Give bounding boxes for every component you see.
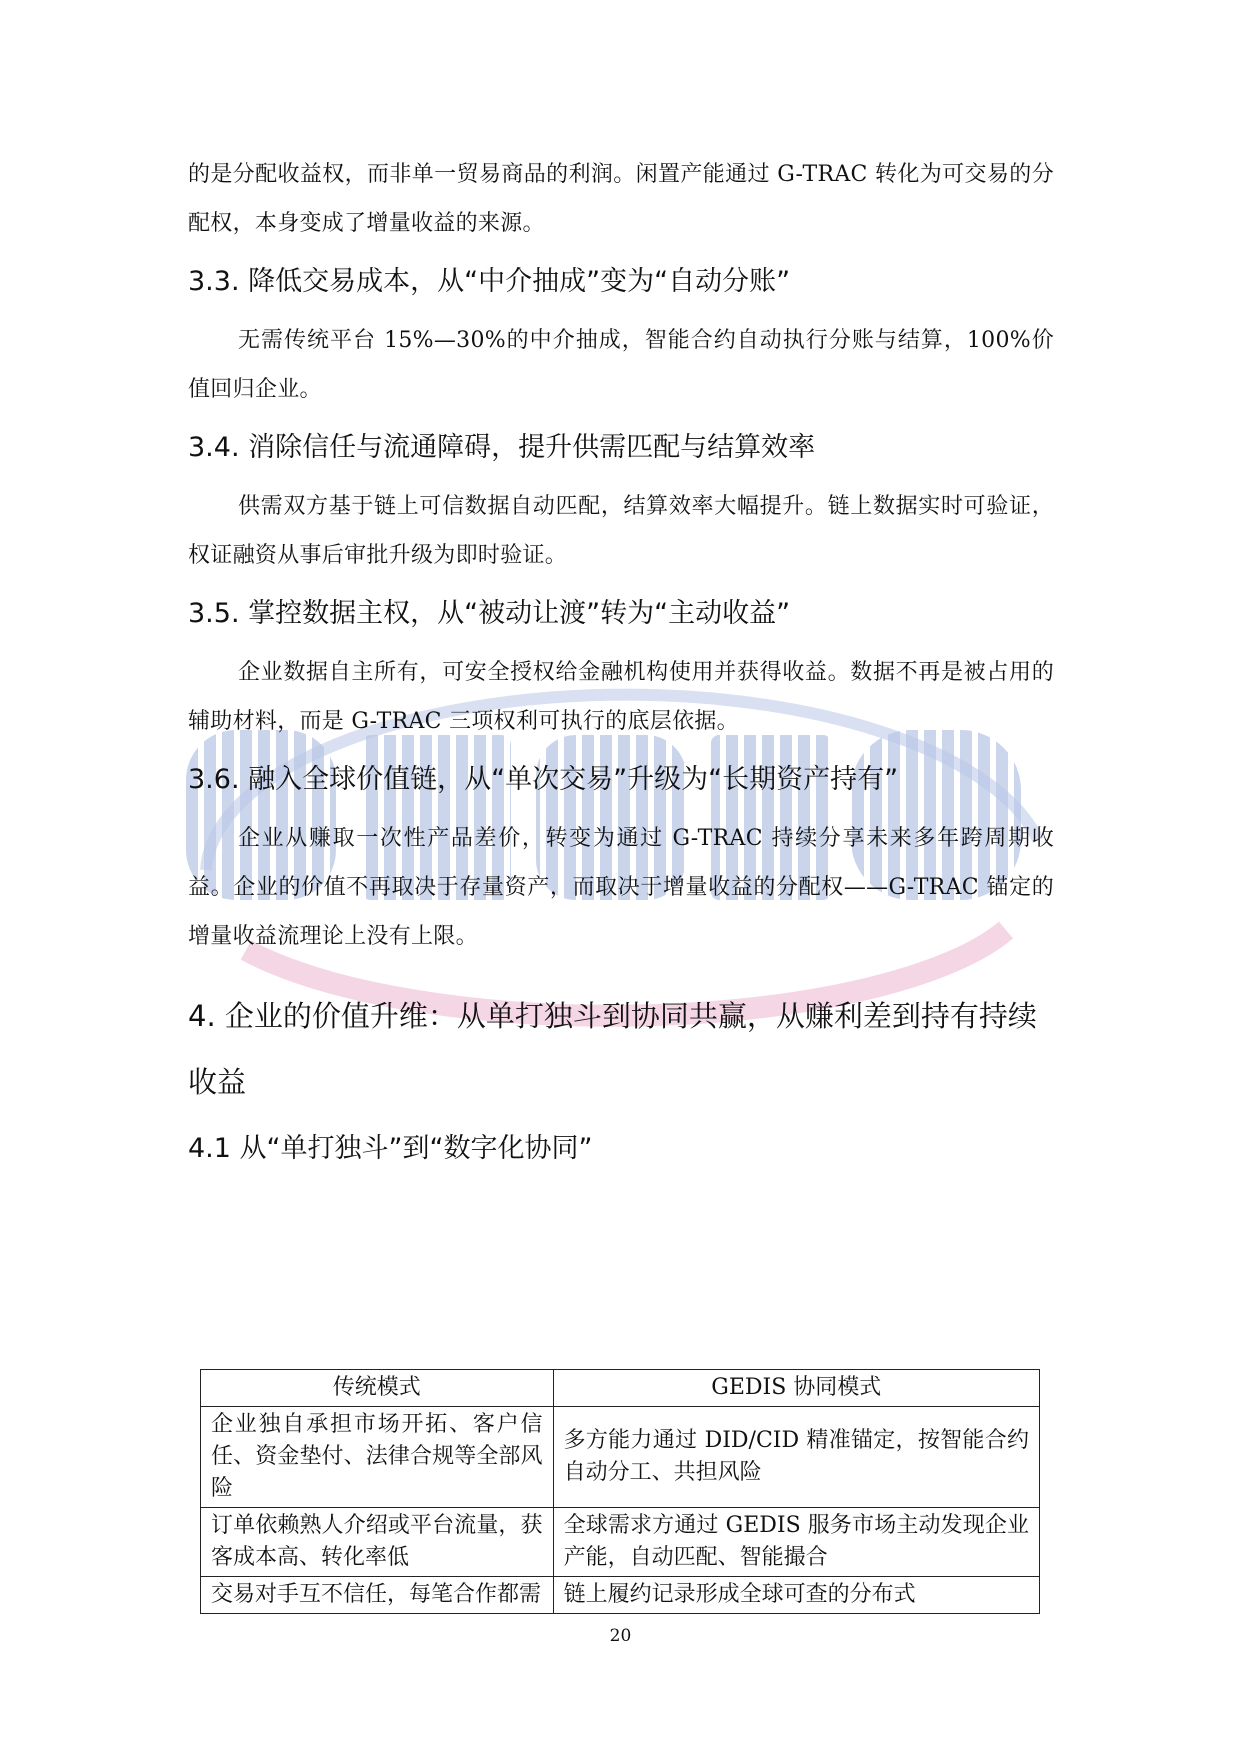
table-row: [201, 1577, 1040, 1614]
table-cell-gedis: 多方能力通过 DID/CID 精准锚定，按智能合约自动分工、共担风险: [553, 1407, 1039, 1508]
table-header-traditional: 传统模式: [201, 1370, 554, 1407]
table-header-row: [201, 1370, 1040, 1407]
body-paragraph: 企业从赚取一次性产品差价，转变为通过 G-TRAC 持续分享未来多年跨周期收益。企业的价值不再取决于存量资产，而取决于增量收益的分配权——G-TRAC 锚定的增量收益流理论上没有上限。: [188, 826, 1054, 949]
subsection-heading: 3.6. 融入全球价值链，从“单次交易”升级为“长期资产持有”: [188, 764, 899, 795]
table-header-gedis: GEDIS 协同模式: [553, 1370, 1039, 1407]
subsection-heading: 3.4. 消除信任与流通障碍，提升供需匹配与结算效率: [188, 432, 816, 463]
section-heading: 4. 企业的价值升维：从单打独斗到协同共赢，从赚利差到持有持续收益: [188, 999, 1037, 1099]
subsection-heading: 4.1 从“单打独斗”到“数字化协同”: [188, 1133, 593, 1164]
body-paragraph: 无需传统平台 15%—30%的中介抽成，智能合约自动执行分账与结算，100%价值回归企业。: [188, 328, 1054, 402]
table-cell-traditional: 订单依赖熟人介绍或平台流量，获客成本高、转化率低: [201, 1508, 554, 1577]
document-body: [188, 150, 1054, 1183]
comparison-table: [200, 1369, 1040, 1614]
table-row: [201, 1508, 1040, 1577]
table-cell-traditional: 企业独自承担市场开拓、客户信任、资金垫付、法律合规等全部风险: [201, 1407, 554, 1508]
table-cell-traditional: 交易对手互不信任，每笔合作都需: [201, 1577, 554, 1614]
body-paragraph: 企业数据自主所有，可安全授权给金融机构使用并获得收益。数据不再是被占用的辅助材料，而是 G-TRAC 三项权利可执行的底层依据。: [188, 660, 1054, 734]
body-paragraph: 的是分配收益权，而非单一贸易商品的利润。闲置产能通过 G-TRAC 转化为可交易的分配权，本身变成了增量收益的来源。: [188, 162, 1054, 236]
table-row: [201, 1407, 1040, 1508]
table-cell-gedis: 全球需求方通过 GEDIS 服务市场主动发现企业产能，自动匹配、智能撮合: [553, 1508, 1039, 1577]
body-paragraph: 供需双方基于链上可信数据自动匹配，结算效率大幅提升。链上数据实时可验证，权证融资从事后审批升级为即时验证。: [188, 494, 1054, 568]
subsection-heading: 3.5. 掌控数据主权，从“被动让渡”转为“主动收益”: [188, 598, 791, 629]
page-number: 20: [609, 1626, 632, 1646]
subsection-heading: 3.3. 降低交易成本，从“中介抽成”变为“自动分账”: [188, 266, 791, 297]
table-cell-gedis: 链上履约记录形成全球可查的分布式: [553, 1577, 1039, 1614]
